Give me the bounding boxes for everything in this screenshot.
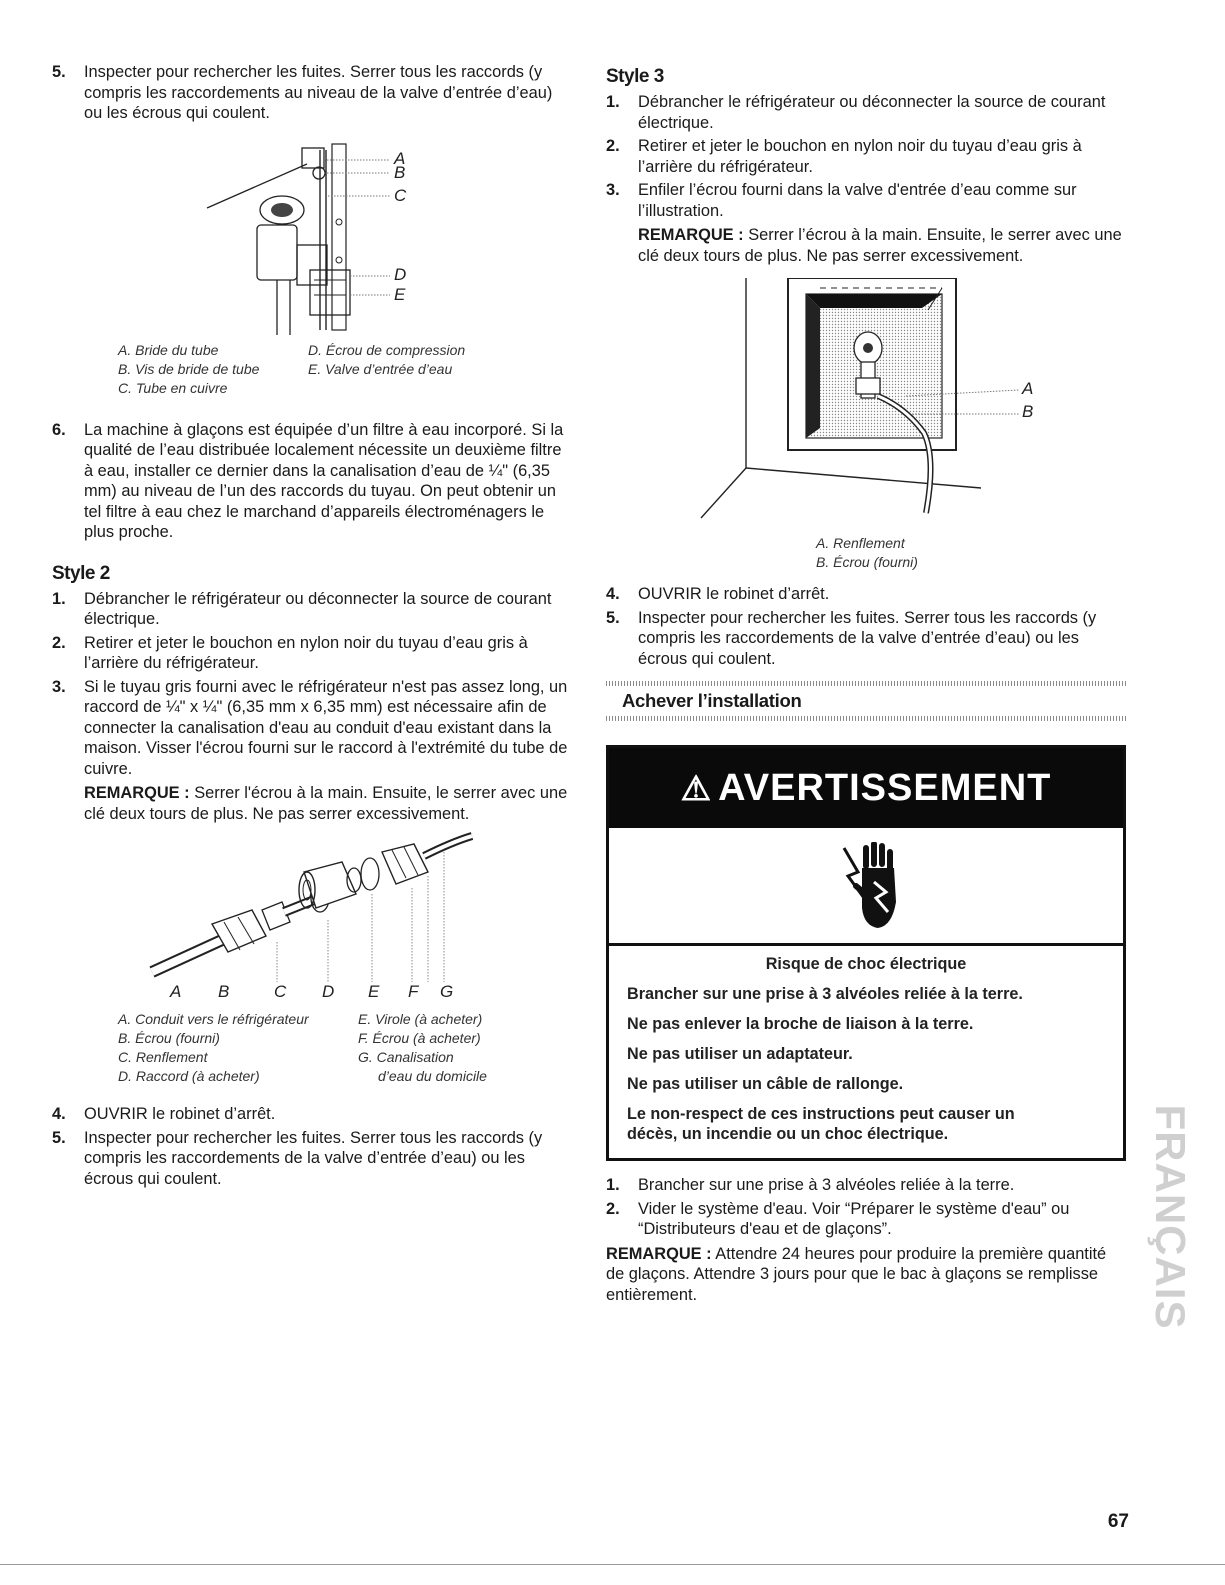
style2-step-5 <box>52 1128 572 1190</box>
step-text: Vider le système d'eau. Voir “Préparer le système d'eau” ou “Distributeurs d'eau et de glaçons”. <box>638 1199 1070 1238</box>
style3-step-3 <box>606 180 1126 221</box>
style2-note <box>52 783 572 824</box>
style3-note <box>606 225 1126 266</box>
warning-risk: Risque de choc électrique <box>765 955 967 973</box>
note-label: REMARQUE : <box>84 784 190 802</box>
final-step-1 <box>606 1175 1126 1196</box>
section-achever <box>606 681 1126 721</box>
step-text: Si le tuyau gris fourni avec le réfrigérateur n'est pas assez long, un raccord de ¼" x ¼" (6,35 mm x 6,35 mm) est nécessaire afin de connecter la canalisation d'eau au conduit d'eau existant dans la maison. Visser l'écrou fourni sur le raccord à l'extrémité du tube de cuivre. <box>84 677 568 778</box>
fig2-label-b: B <box>218 982 230 1001</box>
step-number: 2. <box>606 1199 620 1218</box>
fig1-label-b: B <box>394 162 406 182</box>
step-text: Inspecter pour rechercher les fuites. Serrer tous les raccords (y compris les raccordements de la valve d’entrée d’eau) ou les écrous qui coulent. <box>84 1128 543 1188</box>
figure-tube-clamp <box>52 130 572 335</box>
step-number: 4. <box>606 585 620 603</box>
fig2-captions <box>118 1010 572 1086</box>
step-text: Retirer et jeter le bouchon en nylon noir du tuyau d’eau gris à l’arrière du réfrigérateur. <box>638 137 1082 176</box>
side-tab-label: FRANÇAIS <box>1147 1104 1194 1330</box>
bottom-rule <box>0 1564 1225 1565</box>
fig2-label-a: A <box>170 982 182 1001</box>
step-number: 4. <box>52 1105 66 1123</box>
step-number: 5. <box>52 63 66 81</box>
warning-box <box>606 745 1126 1161</box>
caption: G. Canalisation <box>358 1049 454 1065</box>
fig2-captions-right <box>358 1010 487 1086</box>
figure-water-valve <box>606 278 1126 528</box>
caption: D. Raccord (à acheter) <box>118 1068 260 1084</box>
style3-step-1 <box>606 92 1126 133</box>
warning-line: Ne pas utiliser un câble de rallonge. <box>627 1075 904 1093</box>
step-text: Débrancher le réfrigérateur ou déconnecter la source de courant électrique. <box>84 589 552 628</box>
step-text: OUVRIR le robinet d’arrêt. <box>638 585 830 603</box>
caption: B. Écrou (fourni) <box>816 554 918 570</box>
right-column <box>606 62 1126 1305</box>
warning-body <box>609 946 1123 1158</box>
style2-step-4 <box>52 1104 572 1125</box>
step-text: Brancher sur une prise à 3 alvéoles reliée à la terre. <box>638 1176 1015 1194</box>
warning-header <box>609 748 1123 828</box>
style3-step-5 <box>606 608 1126 670</box>
step-number: 5. <box>52 1128 66 1147</box>
step-number: 6. <box>52 420 66 439</box>
fig1-captions <box>118 341 572 398</box>
step-text: Inspecter pour rechercher les fuites. Serrer tous les raccords (y compris les raccordements de la valve d’entrée d’eau) ou les écrous qui coulent. <box>638 608 1097 668</box>
step-number: 1. <box>52 589 66 608</box>
step-text: Retirer et jeter le bouchon en nylon noir du tuyau d’eau gris à l’arrière du réfrigérateur. <box>84 633 528 672</box>
warning-title: AVERTISSEMENT <box>718 767 1052 809</box>
fig2-label-c: C <box>274 982 287 1001</box>
style2-step-3 <box>52 677 572 780</box>
electric-shock-hand-icon <box>834 842 904 932</box>
fig1-captions-left <box>118 341 308 398</box>
caption: A. Renflement <box>816 535 905 551</box>
caption: A. Bride du tube <box>118 341 219 358</box>
step-text: La machine à glaçons est équipée d’un filtre à eau incorporé. Si la qualité de l’eau distribuée localement nécessite un deuxième filtre à eau, installer ce dernier dans la canalisation d’eau de ¼" (6,35 mm) au niveau de l’un des raccords du tuyau. On peut obtenir un tel filtre à eau chez le marchand d’appareils électroménagers le plus proche. <box>84 420 564 541</box>
step-number: 5. <box>606 608 620 627</box>
step-number: 3. <box>606 181 620 199</box>
fig3-label-b: B <box>1022 402 1034 421</box>
caption: D. Écrou de compression <box>308 341 466 358</box>
fig2-label-e: E <box>368 982 380 1001</box>
warning-line: Le non-respect de ces instructions peut causer un décès, un incendie ou un choc électrique. <box>627 1105 1015 1143</box>
caption: C. Renflement <box>118 1049 208 1065</box>
fittings-illustration <box>52 832 572 982</box>
fig1-label-d: D <box>394 264 407 284</box>
fig2-label-d: D <box>322 982 335 1001</box>
note-text: Serrer l'écrou à la main. Ensuite, le serrer avec une clé deux tours de plus. Ne pas serrer excessivement. <box>84 784 568 823</box>
caption: B. Écrou (fourni) <box>118 1030 220 1046</box>
step-number: 1. <box>606 93 620 111</box>
style3-step-4 <box>606 584 1126 605</box>
note-label: REMARQUE : <box>638 226 744 244</box>
warning-line: Brancher sur une prise à 3 alvéoles reliée à la terre. <box>627 985 1023 1003</box>
warning-line: Ne pas enlever la broche de liaison à la terre. <box>627 1015 974 1033</box>
warning-icon-row <box>609 828 1123 946</box>
water-valve-illustration <box>606 278 1126 528</box>
caption: A. Conduit vers le réfrigérateur <box>118 1011 309 1027</box>
fig2-captions-left <box>118 1010 358 1086</box>
fig1-captions-right <box>308 341 465 398</box>
language-side-tab <box>1145 1092 1195 1342</box>
tube-clamp-illustration <box>52 130 572 335</box>
page-number: 67 <box>1107 1511 1129 1532</box>
step-5-top <box>52 62 572 124</box>
step-text: Inspecter pour rechercher les fuites. Serrer tous les raccords (y compris les raccordements au niveau de la valve d’entrée d’eau) ou les écrous qui coulent. <box>84 63 553 122</box>
step-number: 2. <box>606 137 620 155</box>
fig1-label-e: E <box>394 284 406 304</box>
style3-step-2 <box>606 136 1126 177</box>
step-number: 1. <box>606 1176 620 1194</box>
warning-triangle-icon: ⚠ <box>680 770 713 808</box>
final-note <box>606 1244 1126 1306</box>
caption: E. Valve d’entrée d’eau <box>308 360 453 377</box>
final-step-2 <box>606 1199 1126 1240</box>
step-text: Enfiler l’écrou fourni dans la valve d'entrée d’eau comme sur l’illustration. <box>638 181 1077 220</box>
fig2-labels <box>52 982 572 1006</box>
step-number: 3. <box>52 677 66 696</box>
caption: C. Tube en cuivre <box>118 379 228 396</box>
style2-step-2 <box>52 633 572 674</box>
caption: B. Vis de bride de tube <box>118 360 260 377</box>
fig1-label-c: C <box>394 185 407 205</box>
step-6 <box>52 420 572 543</box>
style-3-heading: Style 3 <box>606 66 664 87</box>
fig3-label-a: A <box>1022 379 1034 398</box>
step-number: 2. <box>52 633 66 652</box>
section-rule-bottom <box>606 716 1126 721</box>
style-2-heading: Style 2 <box>52 562 110 584</box>
warning-line: Ne pas utiliser un adaptateur. <box>627 1045 853 1063</box>
step-text: Débrancher le réfrigérateur ou déconnecter la source de courant électrique. <box>638 93 1106 132</box>
left-column <box>52 62 572 1192</box>
note-text: Serrer l’écrou à la main. Ensuite, le serrer avec une clé deux tours de plus. Ne pas serrer excessivement. <box>638 226 1122 265</box>
caption: E. Virole (à acheter) <box>358 1011 483 1027</box>
step-text: OUVRIR le robinet d’arrêt. <box>84 1105 276 1123</box>
fig3-captions <box>816 534 1126 572</box>
style2-step-1 <box>52 589 572 630</box>
figure-fittings <box>52 832 572 982</box>
note-label: REMARQUE : <box>606 1244 712 1263</box>
caption: F. Écrou (à acheter) <box>358 1030 481 1046</box>
section-title: Achever l’installation <box>622 690 802 711</box>
note-text: Attendre 24 heures pour produire la première quantité de glaçons. Attendre 3 jours pour que le bac à glaçons se remplisse entièrement. <box>606 1244 1107 1304</box>
fig2-label-g: G <box>440 982 454 1001</box>
fig1-label-a: A <box>394 148 406 168</box>
caption: d’eau du domicile <box>378 1068 487 1084</box>
fig2-label-f: F <box>408 982 419 1001</box>
